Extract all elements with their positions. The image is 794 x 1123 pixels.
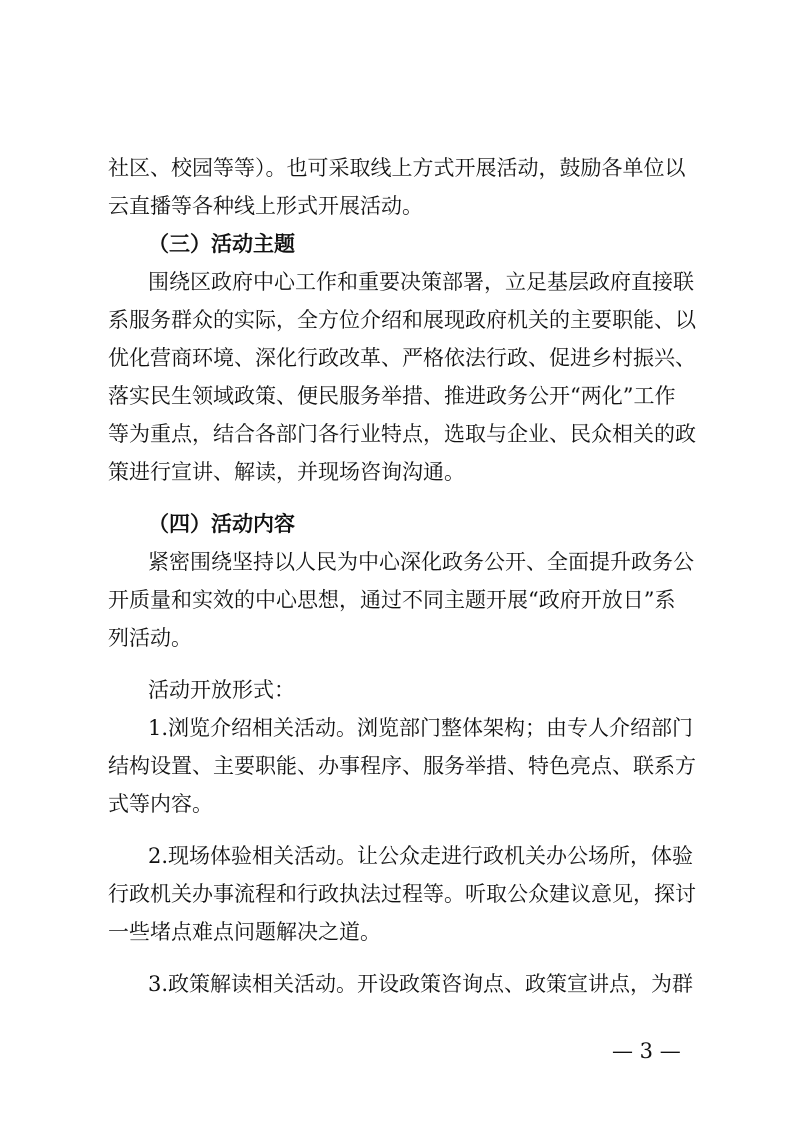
section-heading-4: （四）活动内容 (148, 512, 295, 536)
list-item-line: 2.现场体验相关活动。让公众走进行政机关办公场所，体验 (148, 844, 694, 868)
paragraph-line: 社区、校园等等）。也可采取线上方式开展活动，鼓励各单位以 (108, 156, 686, 180)
paragraph-line: 等为重点，结合各部门各行业特点，选取与企业、民众相关的政 (108, 422, 696, 446)
paragraph-line: 活动开放形式： (148, 678, 295, 702)
paragraph-line: 行政机关办事流程和行政执法过程等。听取公众建议意见，探讨 (108, 882, 696, 906)
paragraph-line: 开质量和实效的中心思想，通过不同主题开展“政府开放日”系 (108, 588, 676, 612)
paragraph-line: 优化营商环境、深化行政改革、严格依法行政、促进乡村振兴、 (108, 346, 696, 370)
paragraph-line: 围绕区政府中心工作和重要决策部署，立足基层政府直接联 (148, 270, 694, 294)
paragraph-line: 式等内容。 (108, 792, 213, 816)
paragraph-line: 系服务群众的实际，全方位介绍和展现政府机关的主要职能、以 (108, 308, 696, 332)
paragraph-line: 紧密围绕坚持以人民为中心深化政务公开、全面提升政务公 (148, 550, 694, 574)
list-item-line: 1.浏览介绍相关活动。浏览部门整体架构；由专人介绍部门 (148, 716, 694, 740)
paragraph-line: 落实民生领域政策、便民服务举措、推进政务公开“两化”工作 (108, 384, 676, 408)
paragraph-line: 一些堵点难点问题解决之道。 (108, 920, 381, 944)
section-heading-3: （三）活动主题 (148, 232, 295, 256)
paragraph-line: 结构设置、主要职能、办事程序、服务举措、特色亮点、联系方 (108, 754, 696, 778)
paragraph-line: 列活动。 (108, 626, 192, 650)
paragraph-line: 云直播等各种线上形式开展活动。 (108, 194, 423, 218)
list-item-line: 3.政策解读相关活动。开设政策咨询点、政策宣讲点，为群 (148, 972, 694, 996)
paragraph-line: 策进行宣讲、解读，并现场咨询沟通。 (108, 460, 465, 484)
page-number: — 3 — (612, 1039, 681, 1063)
